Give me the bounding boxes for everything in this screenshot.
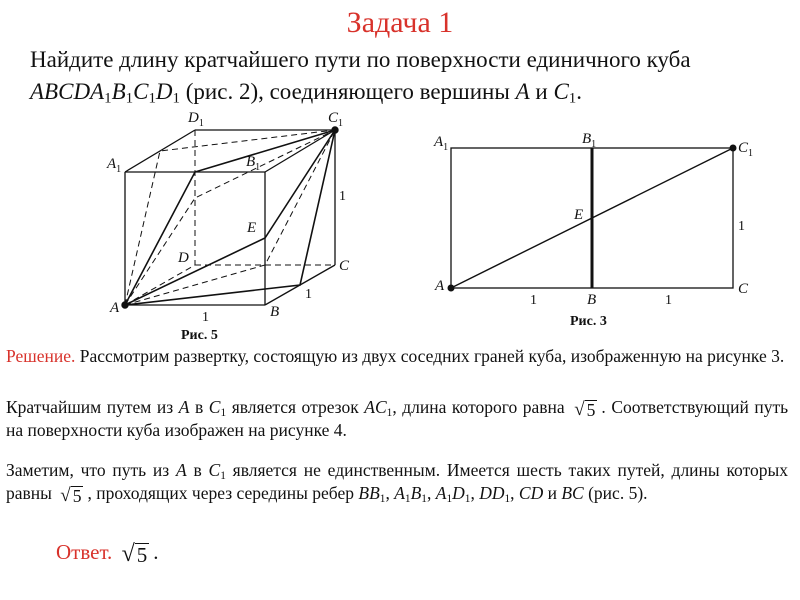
- label-c1: $C_1$: [328, 110, 344, 129]
- figure-3-caption: Рис. 3: [570, 314, 607, 329]
- label-a: A: [110, 300, 120, 316]
- path-via-a1b1: [125, 130, 335, 305]
- net-label-a: A: [435, 278, 445, 294]
- net-length-bc: 1: [665, 293, 672, 308]
- net-vertex-c1-dot: [730, 145, 736, 151]
- net-label-b: B: [587, 292, 597, 308]
- path-via-bb1: [125, 130, 335, 305]
- net-label-b1: $B_1$: [582, 131, 597, 150]
- answer-line: Ответ. √ 5 .: [56, 540, 159, 567]
- label-d1: $D_1$: [188, 110, 204, 129]
- figure-5-caption: Рис. 5: [181, 328, 218, 343]
- path-via-a1d1: [125, 130, 335, 305]
- net-label-a1: $A_1$: [434, 134, 449, 153]
- path-via-bc: [125, 130, 335, 305]
- path-via-cd: [125, 130, 335, 305]
- edge-a1d1: [125, 130, 195, 172]
- sqrt-five: √ 5: [60, 485, 82, 506]
- net-vertex-a-dot: [448, 285, 454, 291]
- net-length-ab: 1: [530, 293, 537, 308]
- net-label-e: E: [574, 207, 584, 223]
- edge-length-cc1: 1: [339, 189, 346, 204]
- vertex-a-dot: [122, 302, 128, 308]
- solution-paragraph-1: Решение. Рассмотрим развертку, состоящую из двух соседних граней куба, изображенную на рисунке 3.: [6, 346, 785, 366]
- label-d: D: [178, 250, 189, 266]
- label-c: C: [339, 258, 350, 274]
- problem-statement: Найдите длину кратчайшего пути по поверхности единичного куба $ABCDA_1B_1C_1D_1$ (рис. 2), соединяющего вершины A и $C_1$.: [30, 47, 691, 107]
- answer-label: Ответ.: [56, 540, 113, 564]
- label-a1: $A_1$: [107, 156, 122, 175]
- label-b: B: [270, 304, 280, 320]
- edge-length-bc: 1: [305, 287, 312, 302]
- solution-paragraph-3: Заметим, что путь из A в $C_1$ является не единственным. Имеется шесть таких путей, длины которых равны √ 5 , проходящих через середины ребер $BB_1$, $A_1B_1$, $A_1D_1$, $DD_1$, CD и BC (рис. 5).: [6, 460, 788, 506]
- answer-sqrt-five: √ 5: [121, 541, 148, 567]
- solution-paragraph-2: Кратчайшим путем из A в $C_1$ является отрезок $AC_1$, длина которого равна √ 5 . Соответствующий путь на поверхности куба изображен на рисунке 4.: [6, 397, 789, 440]
- path-via-dd1: [125, 130, 335, 305]
- solution-heading: Решение.: [6, 346, 76, 366]
- net-length-cc1: 1: [738, 219, 745, 234]
- figure-3-net: [448, 145, 736, 291]
- net-label-c1: $C_1$: [738, 140, 754, 159]
- net-label-c: C: [738, 281, 749, 297]
- sqrt-five: √ 5: [574, 399, 596, 420]
- edge-length-ab: 1: [202, 310, 209, 325]
- label-e: E: [247, 220, 257, 236]
- problem-title: Задача 1: [346, 6, 454, 39]
- figure-5-cube: [122, 127, 338, 308]
- label-b1: $B_1$: [246, 154, 261, 173]
